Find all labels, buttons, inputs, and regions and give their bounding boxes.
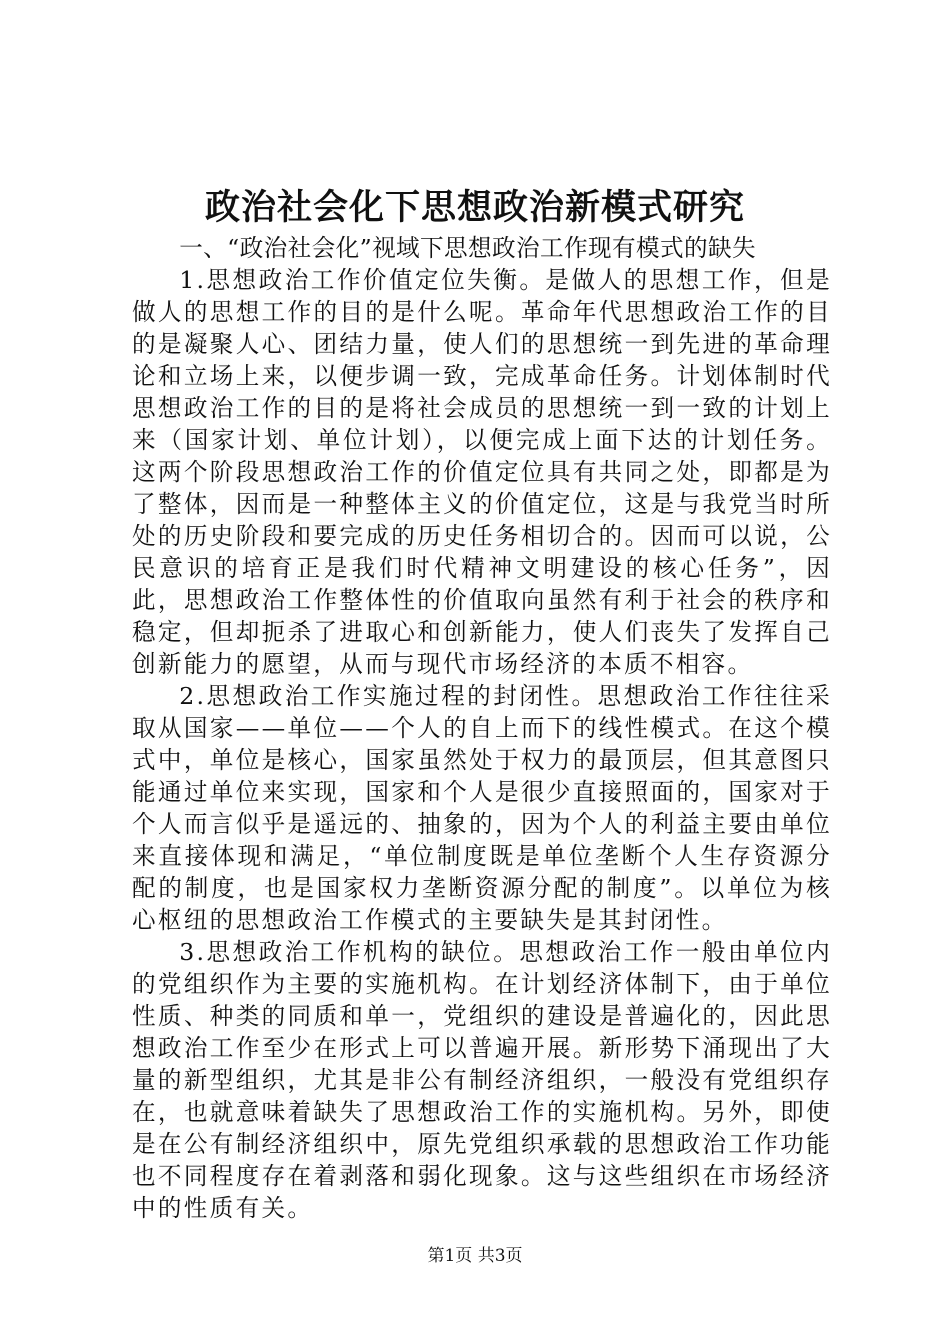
document-body [132, 232, 832, 1224]
section-heading: 一、“政治社会化”视域下思想政治工作现有模式的缺失 [179, 234, 756, 262]
paragraph-2: 2.思想政治工作实施过程的封闭性。思想政治工作往往采取从国家——单位——个人的自上而下的线性模式。在这个模式中，单位是核心，国家虽然处于权力的最顶层，但其意图只能通过单位来实现，国家和个人是很少直接照面的，国家对于个人而言似乎是遥远的、抽象的，因为个人的利益主要由单位来直接体现和满足，“单位制度既是单位垄断个人生存资源分配的制度，也是国家权力垄断资源分配的制度”。以单位为核心枢纽的思想政治工作模式的主要缺失是其封闭性。 [132, 682, 832, 934]
paragraph-1: 1.思想政治工作价值定位失衡。是做人的思想工作，但是做人的思想工作的目的是什么呢。革命年代思想政治工作的目的是凝聚人心、团结力量，使人们的思想统一到先进的革命理论和立场上来，以便步调一致，完成革命任务。计划体制时代思想政治工作的目的是将社会成员的思想统一到一致的计划上来（国家计划、单位计划），以便完成上面下达的计划任务。这两个阶段思想政治工作的价值定位具有共同之处，即都是为了整体，因而是一种整体主义的价值定位，这是与我党当时所处的历史阶段和要完成的历史任务相切合的。因而可以说，公民意识的培育正是我们时代精神文明建设的核心任务”，因此，思想政治工作整体性的价值取向虽然有利于社会的秩序和稳定，但却扼杀了进取心和创新能力，使人们丧失了发挥自己创新能力的愿望，从而与现代市场经济的本质不相容。 [132, 266, 832, 678]
page-footer: 第1页 共3页 [427, 1246, 523, 1266]
paragraph-3: 3.思想政治工作机构的缺位。思想政治工作一般由单位内的党组织作为主要的实施机构。在计划经济体制下，由于单位性质、种类的同质和单一，党组织的建设是普遍化的，因此思想政治工作至少在形式上可以普遍开展。新形势下涌现出了大量的新型组织，尤其是非公有制经济组织，一般没有党组织存在，也就意味着缺失了思想政治工作的实施机构。另外，即使是在公有制经济组织中，原先党组织承载的思想政治工作功能也不同程度存在着剥落和弱化现象。这与这些组织在市场经济中的性质有关。 [132, 938, 832, 1222]
document-title: 政治社会化下思想政治新模式研究 [204, 187, 745, 228]
